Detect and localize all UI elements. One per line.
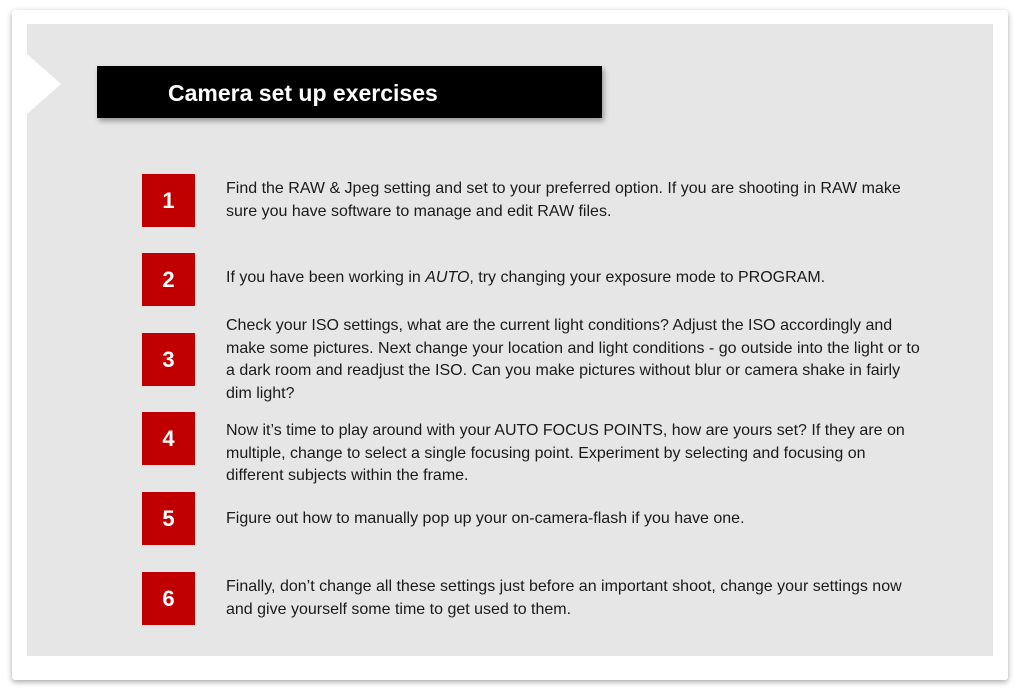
page-title: Camera set up exercises bbox=[168, 80, 438, 106]
exercise-number-badge: 2 bbox=[142, 253, 195, 306]
exercise-text: Finally, don’t change all these settings just before an important shoot, change your settings now and give yourself some time to get used to them. bbox=[226, 578, 902, 618]
exercise-text: Figure out how to manually pop up your on-camera-flash if you have one. bbox=[226, 510, 745, 527]
exercise-number-badge: 4 bbox=[142, 412, 195, 465]
exercise-text-part: If you have been working in bbox=[226, 269, 426, 286]
exercise-text-emphasis: AUTO bbox=[425, 269, 470, 286]
exercise-text: Find the RAW & Jpeg setting and set to your preferred option. If you are shooting in RAW make sure you have software to manage and edit RAW files. bbox=[226, 180, 901, 220]
exercise-text-part: , try changing your exposure mode to PROGRAM. bbox=[469, 269, 826, 286]
exercise-number-badge: 6 bbox=[142, 572, 195, 625]
exercise-number-badge: 3 bbox=[142, 333, 195, 386]
title-bar bbox=[97, 66, 602, 118]
exercise-text bbox=[226, 267, 926, 290]
exercise-number-badge: 1 bbox=[142, 174, 195, 227]
exercise-text: Now it’s time to play around with your AUTO FOCUS POINTS, how are yours set? If they are on multiple, change to select a single focusing point. Experiment by selecting and focusing on different subjects within the frame. bbox=[226, 422, 905, 484]
panel-notch bbox=[27, 54, 61, 114]
exercise-number-badge: 5 bbox=[142, 492, 195, 545]
slide-panel bbox=[27, 24, 993, 656]
exercise-text: Check your ISO settings, what are the current light conditions? Adjust the ISO accordingly and make some pictures. Next change your location and light conditions - go outside into the light or to a dark room and readjust the ISO. Can you make pictures without blur or camera shake in fairly dim light? bbox=[226, 317, 920, 402]
